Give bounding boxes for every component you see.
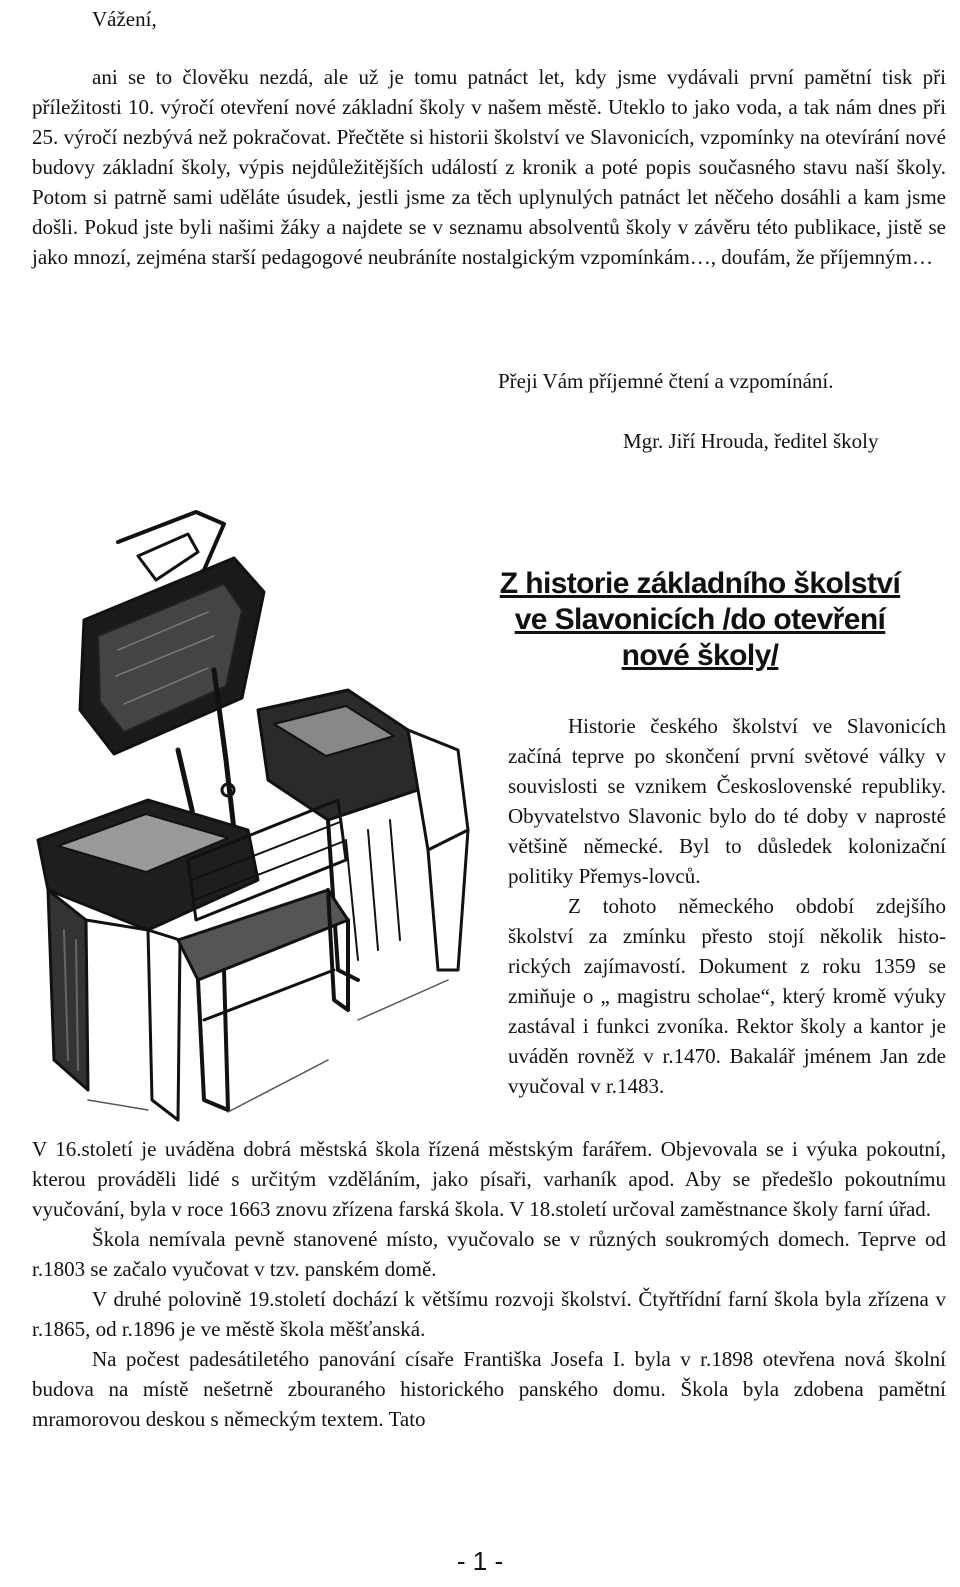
history-text-full-width (32, 1134, 946, 1434)
letter-salutation: Vážení, (92, 7, 157, 31)
letter-wish: Přeji Vám příjemné čtení a vzpomínání. (498, 369, 834, 393)
history-paragraph: V 16.století je uváděna dobrá městská škola řízená městským farářem. Objevovala se i výuka pokoutní, kterou prováděli lidé s určitým vzděláním, jako písaři, varhaník apod. Aby se předešlo pokoutnímu vyučování, byla v roce 1663 znovu zřízena farská škola. V 18.století určoval zaměstnance školy farní úřad. (32, 1137, 946, 1221)
history-text-beside-drawing (508, 711, 946, 1101)
history-paragraph: V druhé polovině 19.století dochází k většímu rozvoji školství. Čtyřtřídní farní škola byla zřízena v r.1865, od r.1896 je ve městě škola měšťanská. (32, 1287, 946, 1341)
school-bench-drawing-icon (28, 500, 478, 1130)
letter-body: ani se to člověku nezdá, ale už je tomu patnáct let, kdy jsme vydávali první pamětní tisk při příležitosti 10. výročí otevření nové základní školy v našem městě. Uteklo to jako voda, a tak nám dnes při 25. výročí nezbývá než pokračovat. Přečtěte si historii školství ve Slavonicích, vzpomínky na otevírání nové budovy základní školy, výpis nejdůležitějších událostí z kronik a poté popis současného stavu naší školy. Potom si patrně sami uděláte úsudek, jestli jsme za těch uplynulých patnáct let něčeho dosáhli a kam jsme došli. Pokud jste byli našimi žáky a najdete se v seznamu absolventů školy v závěru této publikace, jistě se jako mnozí, zejména starší pedagogové neubráníte nostalgickým vzpomínkám…, doufám, že příjemným… (32, 65, 946, 269)
history-paragraph: Na počest padesátiletého panování císaře Františka Josefa I. byla v r.1898 otevřena nová školní budova na místě nešetrně zbouraného historického panského domu. Škola byla zdobena pamětní mramorovou deskou s německým textem. Tato (32, 1347, 946, 1431)
history-paragraph: Z tohoto německého období zdejšího školství za zmínku přesto stojí několik histo-rických zajímavostí. Dokument z roku 1359 se zmiňuje o „ magistru scholae“, který kromě výuky zastával i funkci zvoníka. Rektor školy a kantor je uváděn rovněž v r.1470. Bakalář jménem Jan zde vyučoval v r.1483. (508, 894, 946, 1098)
history-paragraph: Škola nemívala pevně stanovené místo, vyučovalo se v různých soukromých domech. Teprve od r.1803 se začalo vyučovat v tzv. panském domě. (32, 1227, 946, 1281)
page-number: - 1 - (456, 1546, 504, 1576)
history-paragraph: Historie českého školství ve Slavonicích začíná teprve po skončení první světové války v souvislosti se vznikem Československé republiky. Obyvatelstvo Slavonic bylo do té doby v naprosté většině německé. Byl to důsledek kolonizační politiky Přemys-lovců. (508, 714, 946, 888)
section-title: Z historie základního školství ve Slavonicích /do otevření nové školy/ (499, 567, 901, 672)
letter-signature: Mgr. Jiří Hrouda, ředitel školy (623, 429, 879, 453)
